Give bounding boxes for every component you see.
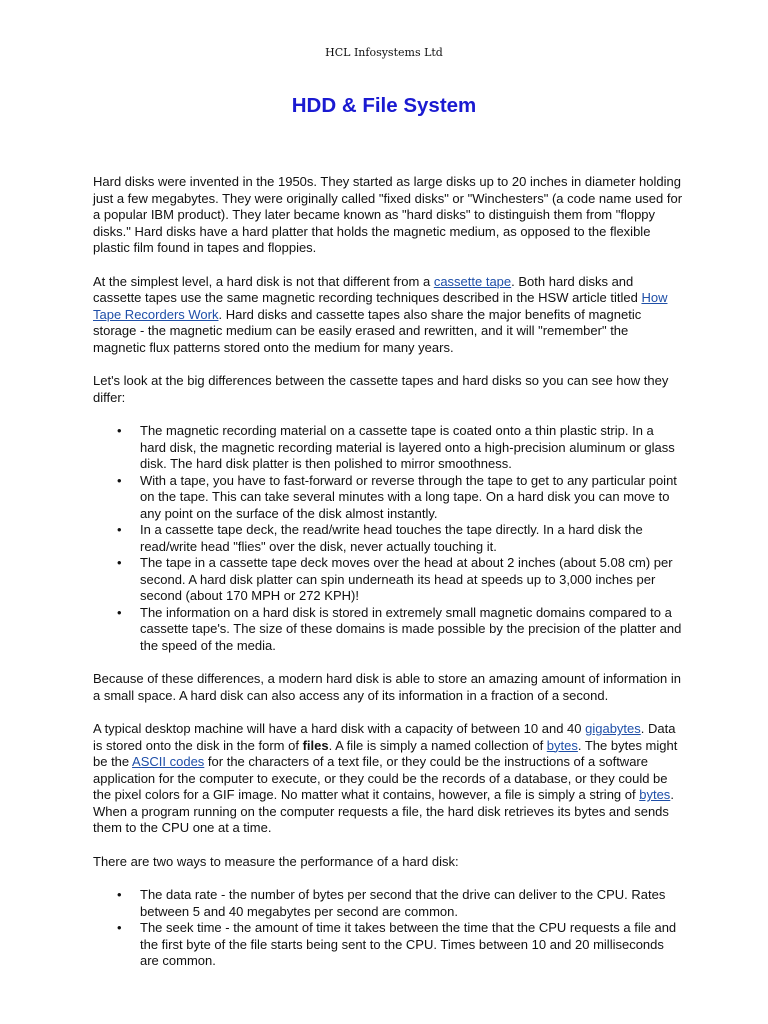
bullet-icon: • [117,887,122,902]
list-item-text: The data rate - the number of bytes per second that the drive can deliver to the CPU. Rates between 5 and 40 megabytes per second are common. [140,887,666,919]
paragraph-files [93,721,683,837]
paragraph-differences-intro: Let's look at the big differences between the cassette tapes and hard disks so you can see how they differ: [93,373,669,405]
page-header: HCL Infosystems Ltd [325,46,443,59]
paragraph-performance-intro: There are two ways to measure the performance of a hard disk: [93,853,459,869]
list-item-text: The tape in a cassette tape deck moves over the head at about 2 inches (about 5.08 cm) per second. A hard disk platter can spin underneath its head at speeds up to 3,000 inches per second (about 170 MPH or 272 KPH)! [140,555,673,603]
page-title: HDD & File System [291,94,477,117]
text-run: At the simplest level, a hard disk is not that different from a [93,273,434,289]
link-gigabytes[interactable]: gigabytes [585,721,641,736]
list-item-text: The seek time - the amount of time it takes between the time that the CPU requests a file and the first byte of the file starts being sent to the CPU. Times between 10 and 20 milliseconds are common. [140,920,677,968]
link-ascii-codes[interactable]: ASCII codes [132,754,205,769]
link-how-tape-recorders-work[interactable]: How Tape Recorders Work [93,290,668,322]
bold-term-files: files [302,737,329,753]
bullet-icon: • [117,472,122,488]
list-item [117,887,683,920]
list-item-text: The magnetic recording material on a cassette tape is coated onto a thin plastic strip. In a hard disk, the magnetic recording material is layered onto a high-precision aluminum or glass disk. The hard disk platter is then polished to mirror smoothness. [140,423,675,471]
link-bytes[interactable]: bytes [546,737,578,753]
list-item [117,604,683,655]
performance-list [93,887,683,970]
bullet-icon: • [117,522,122,537]
link-bytes-2[interactable]: bytes [639,787,671,802]
text-run: A typical desktop machine will have a hard disk with a capacity of between 10 and 40 [93,721,586,736]
paragraph-capacity: Because of these differences, a modern hard disk is able to store an amazing amount of information in a small space. A hard disk can also access any of its information in a fraction of a second. [93,671,681,703]
text-run: . The bytes might be the [93,737,678,769]
text-run: . When a program running on the computer requests a file, the hard disk retrieves its bytes and sends them to the CPU one at a time. [93,787,674,835]
text-run: for the characters of a text file, or they could be the instructions of a software application for the computer to execute, or they could be the records of a database, or they could be the pixel colors for a GIF image. No matter what it contains, however, a file is simply a string of [93,754,668,802]
list-item [117,423,683,473]
bullet-icon: • [117,604,122,620]
list-item [117,920,683,970]
text-run: . A file is simply a named collection of [328,737,547,753]
list-item [117,555,683,605]
paragraph-comparison [93,274,683,357]
list-item-text: The information on a hard disk is stored in extremely small magnetic domains compared to a cassette tape's. The size of these domains is made possible by the precision of the platter and the speed of the media. [140,604,682,653]
bullet-icon: • [117,920,122,935]
bullet-icon: • [117,423,122,438]
list-item [117,522,683,555]
list-item-text: In a cassette tape deck, the read/write head touches the tape directly. In a hard disk the read/write head "flies" over the disk, never actually touching it. [140,522,643,554]
text-run: . Hard disks and cassette tapes also share the major benefits of magnetic storage - the magnetic medium can be easily erased and rewritten, and it will "remember" the magnetic flux patterns stored onto the medium for many years. [93,306,642,355]
list-item [117,472,683,523]
paragraph-history: Hard disks were invented in the 1950s. They started as large disks up to 20 inches in diameter holding just a few megabytes. They were originally called "fixed disks" or "Winchesters" (a code name used for a popular IBM product). They later became known as "hard disks" to distinguish them from "floppy disks." Hard disks have a hard platter that holds the magnetic medium, as opposed to the flexible plastic film found in tapes and floppies. [93,174,683,255]
list-item-text: With a tape, you have to fast-forward or reverse through the tape to get to any particular point on the tape. This can take several minutes with a long tape. On a hard disk you can move to any point on the surface of the disk almost instantly. [140,472,677,521]
text-run: . Both hard disks and cassette tapes use the same magnetic recording techniques described in the HSW article titled [93,273,642,305]
text-run: . Data is stored onto the disk in the form of [93,721,676,753]
differences-list [93,423,683,654]
bullet-icon: • [117,555,122,570]
document-body [93,174,683,970]
link-cassette-tape[interactable]: cassette tape [433,273,512,289]
